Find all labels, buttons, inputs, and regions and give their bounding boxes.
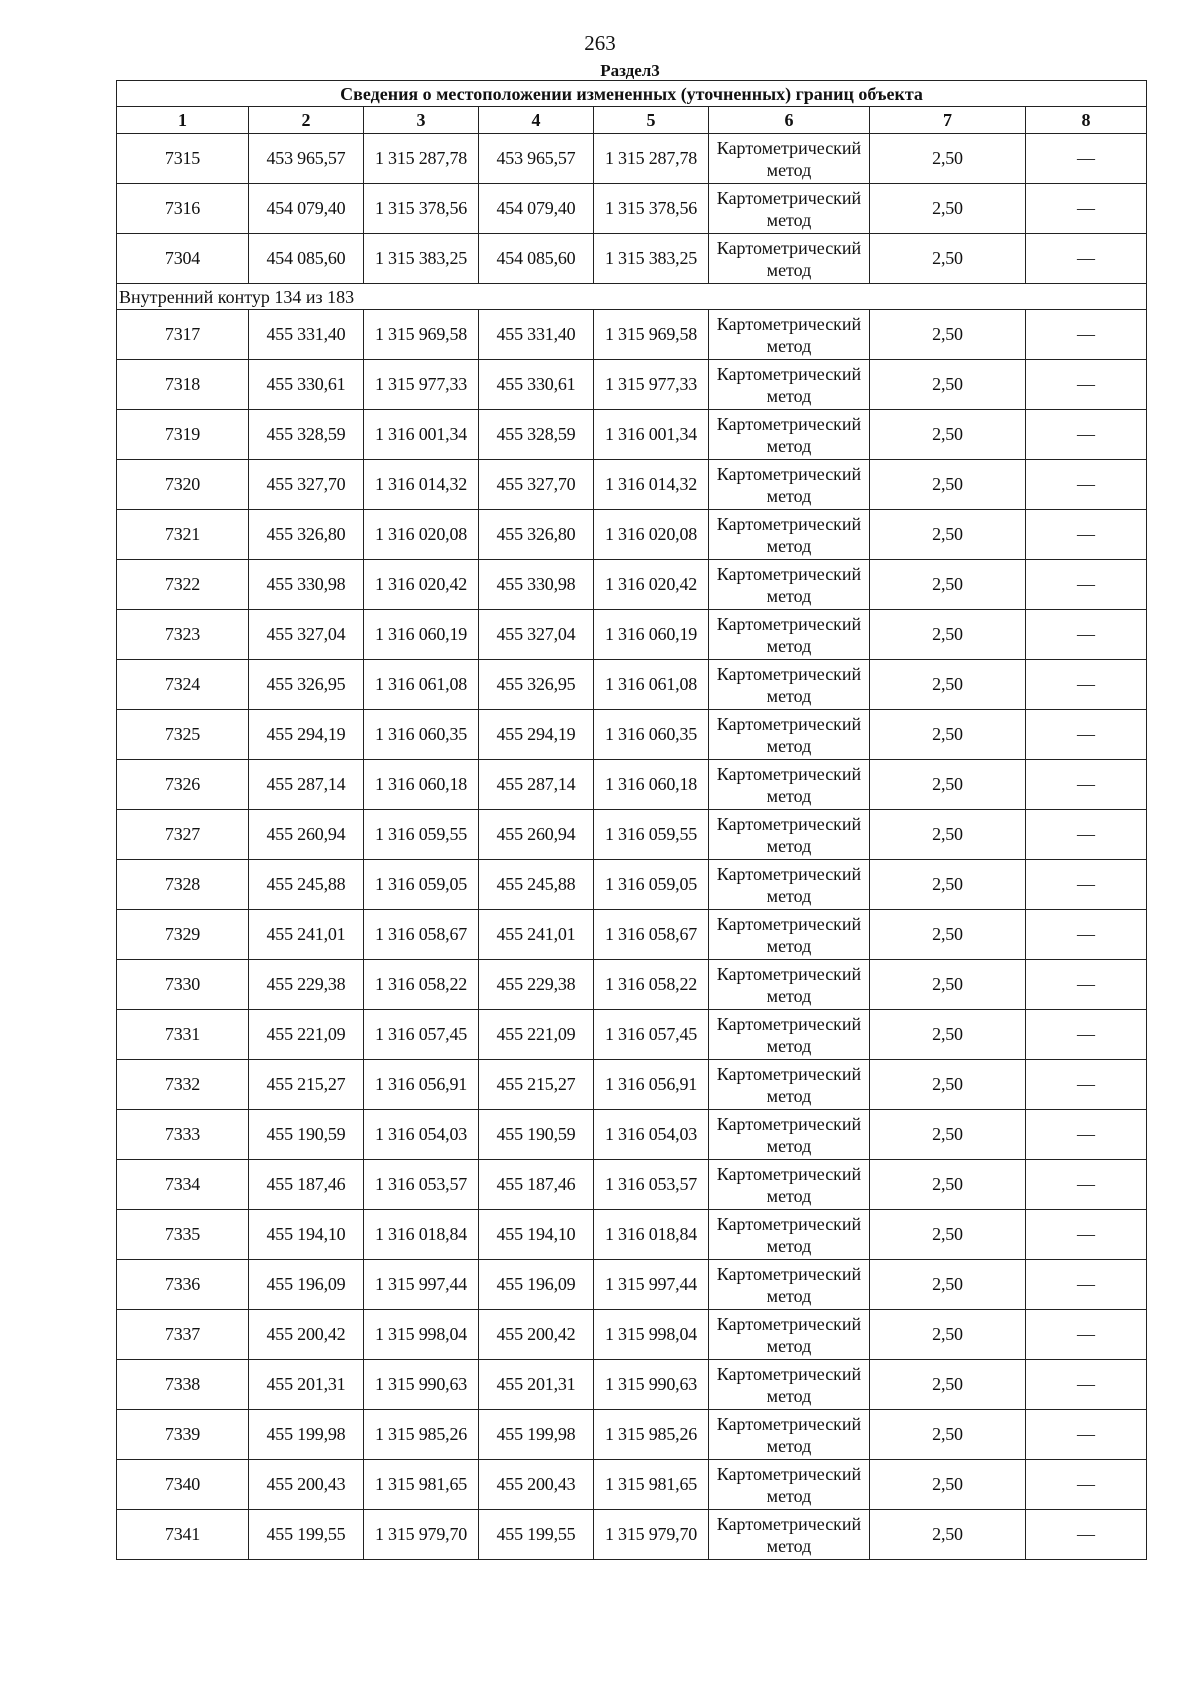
accuracy-cell: 2,50 xyxy=(870,234,1026,284)
page-number: 263 xyxy=(584,31,616,55)
x-coordinate-cell: 453 965,57 xyxy=(249,134,364,184)
column-number: 4 xyxy=(479,107,594,134)
description-cell: — xyxy=(1026,710,1147,760)
method-cell: Картометрический метод xyxy=(709,860,870,910)
y-coordinate-cell: 1 316 001,34 xyxy=(364,410,479,460)
x-coordinate-cell: 455 187,46 xyxy=(479,1160,594,1210)
y-coordinate-cell: 1 316 020,42 xyxy=(364,560,479,610)
x-coordinate-cell: 455 294,19 xyxy=(479,710,594,760)
column-number: 7 xyxy=(870,107,1026,134)
table-row xyxy=(117,860,1147,910)
x-coordinate-cell: 455 327,70 xyxy=(479,460,594,510)
y-coordinate-cell: 1 316 061,08 xyxy=(594,660,709,710)
description-cell: — xyxy=(1026,410,1147,460)
x-coordinate-cell: 454 079,40 xyxy=(479,184,594,234)
x-coordinate-cell: 455 200,42 xyxy=(249,1310,364,1360)
x-coordinate-cell: 453 965,57 xyxy=(479,134,594,184)
point-number-cell: 7317 xyxy=(117,310,249,360)
x-coordinate-cell: 455 190,59 xyxy=(249,1110,364,1160)
accuracy-cell: 2,50 xyxy=(870,134,1026,184)
description-cell: — xyxy=(1026,1060,1147,1110)
y-coordinate-cell: 1 316 060,35 xyxy=(594,710,709,760)
x-coordinate-cell: 455 201,31 xyxy=(479,1360,594,1410)
table-row xyxy=(117,360,1147,410)
table-row xyxy=(117,1360,1147,1410)
accuracy-cell: 2,50 xyxy=(870,860,1026,910)
y-coordinate-cell: 1 316 053,57 xyxy=(364,1160,479,1210)
description-cell: — xyxy=(1026,1410,1147,1460)
x-coordinate-cell: 455 194,10 xyxy=(479,1210,594,1260)
description-cell: — xyxy=(1026,660,1147,710)
table-row xyxy=(117,234,1147,284)
x-coordinate-cell: 455 196,09 xyxy=(479,1260,594,1310)
table-row xyxy=(117,760,1147,810)
y-coordinate-cell: 1 315 990,63 xyxy=(364,1360,479,1410)
accuracy-cell: 2,50 xyxy=(870,560,1026,610)
method-cell: Картометрический метод xyxy=(709,1360,870,1410)
description-cell: — xyxy=(1026,860,1147,910)
x-coordinate-cell: 455 221,09 xyxy=(249,1010,364,1060)
point-number-cell: 7332 xyxy=(117,1060,249,1110)
point-number-cell: 7327 xyxy=(117,810,249,860)
description-cell: — xyxy=(1026,1460,1147,1510)
description-cell: — xyxy=(1026,960,1147,1010)
y-coordinate-cell: 1 316 018,84 xyxy=(594,1210,709,1260)
method-cell: Картометрический метод xyxy=(709,760,870,810)
y-coordinate-cell: 1 315 997,44 xyxy=(364,1260,479,1310)
description-cell: — xyxy=(1026,360,1147,410)
x-coordinate-cell: 455 194,10 xyxy=(249,1210,364,1260)
x-coordinate-cell: 455 330,61 xyxy=(479,360,594,410)
y-coordinate-cell: 1 315 287,78 xyxy=(594,134,709,184)
y-coordinate-cell: 1 315 378,56 xyxy=(364,184,479,234)
x-coordinate-cell: 455 245,88 xyxy=(479,860,594,910)
point-number-cell: 7336 xyxy=(117,1260,249,1310)
point-number-cell: 7328 xyxy=(117,860,249,910)
point-number-cell: 7335 xyxy=(117,1210,249,1260)
point-number-cell: 7331 xyxy=(117,1010,249,1060)
y-coordinate-cell: 1 316 057,45 xyxy=(364,1010,479,1060)
point-number-cell: 7340 xyxy=(117,1460,249,1510)
column-number: 8 xyxy=(1026,107,1147,134)
table-row xyxy=(117,1460,1147,1510)
y-coordinate-cell: 1 315 969,58 xyxy=(364,310,479,360)
point-number-cell: 7338 xyxy=(117,1360,249,1410)
description-cell: — xyxy=(1026,184,1147,234)
accuracy-cell: 2,50 xyxy=(870,184,1026,234)
accuracy-cell: 2,50 xyxy=(870,760,1026,810)
accuracy-cell: 2,50 xyxy=(870,910,1026,960)
table-body xyxy=(117,81,1147,1560)
description-cell: — xyxy=(1026,460,1147,510)
column-number: 1 xyxy=(117,107,249,134)
point-number-cell: 7339 xyxy=(117,1410,249,1460)
table-row xyxy=(117,1410,1147,1460)
x-coordinate-cell: 455 260,94 xyxy=(479,810,594,860)
point-number-cell: 7326 xyxy=(117,760,249,810)
table-row xyxy=(117,810,1147,860)
y-coordinate-cell: 1 315 985,26 xyxy=(594,1410,709,1460)
accuracy-cell: 2,50 xyxy=(870,1310,1026,1360)
x-coordinate-cell: 455 215,27 xyxy=(479,1060,594,1110)
description-cell: — xyxy=(1026,134,1147,184)
x-coordinate-cell: 455 199,98 xyxy=(479,1410,594,1460)
description-cell: — xyxy=(1026,810,1147,860)
method-cell: Картометрический метод xyxy=(709,710,870,760)
method-cell: Картометрический метод xyxy=(709,460,870,510)
point-number-cell: 7337 xyxy=(117,1310,249,1360)
table-row xyxy=(117,1160,1147,1210)
y-coordinate-cell: 1 315 287,78 xyxy=(364,134,479,184)
x-coordinate-cell: 455 215,27 xyxy=(249,1060,364,1110)
point-number-cell: 7316 xyxy=(117,184,249,234)
accuracy-cell: 2,50 xyxy=(870,360,1026,410)
y-coordinate-cell: 1 316 014,32 xyxy=(364,460,479,510)
x-coordinate-cell: 455 200,42 xyxy=(479,1310,594,1360)
y-coordinate-cell: 1 315 985,26 xyxy=(364,1410,479,1460)
x-coordinate-cell: 455 241,01 xyxy=(479,910,594,960)
accuracy-cell: 2,50 xyxy=(870,1460,1026,1510)
accuracy-cell: 2,50 xyxy=(870,1260,1026,1310)
contour-row xyxy=(117,284,1147,310)
x-coordinate-cell: 455 221,09 xyxy=(479,1010,594,1060)
x-coordinate-cell: 454 085,60 xyxy=(249,234,364,284)
x-coordinate-cell: 455 330,61 xyxy=(249,360,364,410)
section-title: Раздел3 xyxy=(600,61,660,80)
description-cell: — xyxy=(1026,1360,1147,1410)
accuracy-cell: 2,50 xyxy=(870,1060,1026,1110)
accuracy-cell: 2,50 xyxy=(870,510,1026,560)
x-coordinate-cell: 455 327,04 xyxy=(249,610,364,660)
x-coordinate-cell: 455 260,94 xyxy=(249,810,364,860)
x-coordinate-cell: 455 245,88 xyxy=(249,860,364,910)
table-row xyxy=(117,910,1147,960)
y-coordinate-cell: 1 315 979,70 xyxy=(594,1510,709,1560)
method-cell: Картометрический метод xyxy=(709,510,870,560)
y-coordinate-cell: 1 315 979,70 xyxy=(364,1510,479,1560)
table-row xyxy=(117,1210,1147,1260)
method-cell: Картометрический метод xyxy=(709,1410,870,1460)
table-caption-row xyxy=(117,81,1147,107)
x-coordinate-cell: 455 229,38 xyxy=(249,960,364,1010)
accuracy-cell: 2,50 xyxy=(870,710,1026,760)
method-cell: Картометрический метод xyxy=(709,410,870,460)
x-coordinate-cell: 455 187,46 xyxy=(249,1160,364,1210)
accuracy-cell: 2,50 xyxy=(870,1210,1026,1260)
y-coordinate-cell: 1 316 020,08 xyxy=(364,510,479,560)
method-cell: Картометрический метод xyxy=(709,560,870,610)
accuracy-cell: 2,50 xyxy=(870,1160,1026,1210)
accuracy-cell: 2,50 xyxy=(870,960,1026,1010)
point-number-cell: 7325 xyxy=(117,710,249,760)
x-coordinate-cell: 455 326,80 xyxy=(249,510,364,560)
point-number-cell: 7329 xyxy=(117,910,249,960)
accuracy-cell: 2,50 xyxy=(870,1110,1026,1160)
x-coordinate-cell: 455 327,70 xyxy=(249,460,364,510)
point-number-cell: 7304 xyxy=(117,234,249,284)
method-cell: Картометрический метод xyxy=(709,1060,870,1110)
y-coordinate-cell: 1 315 998,04 xyxy=(364,1310,479,1360)
accuracy-cell: 2,50 xyxy=(870,310,1026,360)
table-row xyxy=(117,410,1147,460)
x-coordinate-cell: 455 199,55 xyxy=(479,1510,594,1560)
column-number: 5 xyxy=(594,107,709,134)
y-coordinate-cell: 1 315 998,04 xyxy=(594,1310,709,1360)
method-cell: Картометрический метод xyxy=(709,610,870,660)
y-coordinate-cell: 1 316 058,67 xyxy=(364,910,479,960)
x-coordinate-cell: 455 326,95 xyxy=(479,660,594,710)
y-coordinate-cell: 1 316 061,08 xyxy=(364,660,479,710)
x-coordinate-cell: 454 085,60 xyxy=(479,234,594,284)
y-coordinate-cell: 1 315 383,25 xyxy=(594,234,709,284)
point-number-cell: 7324 xyxy=(117,660,249,710)
table-row xyxy=(117,134,1147,184)
y-coordinate-cell: 1 315 997,44 xyxy=(594,1260,709,1310)
accuracy-cell: 2,50 xyxy=(870,1360,1026,1410)
description-cell: — xyxy=(1026,560,1147,610)
method-cell: Картометрический метод xyxy=(709,1160,870,1210)
description-cell: — xyxy=(1026,1160,1147,1210)
description-cell: — xyxy=(1026,760,1147,810)
x-coordinate-cell: 455 330,98 xyxy=(249,560,364,610)
y-coordinate-cell: 1 316 001,34 xyxy=(594,410,709,460)
x-coordinate-cell: 455 326,80 xyxy=(479,510,594,560)
accuracy-cell: 2,50 xyxy=(870,460,1026,510)
point-number-cell: 7320 xyxy=(117,460,249,510)
point-number-cell: 7334 xyxy=(117,1160,249,1210)
y-coordinate-cell: 1 316 056,91 xyxy=(364,1060,479,1110)
y-coordinate-cell: 1 316 018,84 xyxy=(364,1210,479,1260)
y-coordinate-cell: 1 316 053,57 xyxy=(594,1160,709,1210)
description-cell: — xyxy=(1026,910,1147,960)
description-cell: — xyxy=(1026,1010,1147,1060)
x-coordinate-cell: 455 326,95 xyxy=(249,660,364,710)
method-cell: Картометрический метод xyxy=(709,1260,870,1310)
table-row xyxy=(117,1310,1147,1360)
y-coordinate-cell: 1 315 990,63 xyxy=(594,1360,709,1410)
y-coordinate-cell: 1 316 058,22 xyxy=(594,960,709,1010)
point-number-cell: 7341 xyxy=(117,1510,249,1560)
method-cell: Картометрический метод xyxy=(709,1460,870,1510)
accuracy-cell: 2,50 xyxy=(870,610,1026,660)
method-cell: Картометрический метод xyxy=(709,1110,870,1160)
y-coordinate-cell: 1 315 378,56 xyxy=(594,184,709,234)
y-coordinate-cell: 1 316 020,08 xyxy=(594,510,709,560)
table-row xyxy=(117,960,1147,1010)
method-cell: Картометрический метод xyxy=(709,910,870,960)
y-coordinate-cell: 1 316 058,67 xyxy=(594,910,709,960)
method-cell: Картометрический метод xyxy=(709,660,870,710)
y-coordinate-cell: 1 316 059,55 xyxy=(594,810,709,860)
y-coordinate-cell: 1 316 059,05 xyxy=(364,860,479,910)
method-cell: Картометрический метод xyxy=(709,360,870,410)
table-row xyxy=(117,560,1147,610)
x-coordinate-cell: 455 201,31 xyxy=(249,1360,364,1410)
method-cell: Картометрический метод xyxy=(709,1210,870,1260)
x-coordinate-cell: 455 328,59 xyxy=(249,410,364,460)
x-coordinate-cell: 455 196,09 xyxy=(249,1260,364,1310)
point-number-cell: 7323 xyxy=(117,610,249,660)
point-number-cell: 7315 xyxy=(117,134,249,184)
description-cell: — xyxy=(1026,1310,1147,1360)
column-number-row xyxy=(117,107,1147,134)
y-coordinate-cell: 1 315 383,25 xyxy=(364,234,479,284)
x-coordinate-cell: 455 331,40 xyxy=(249,310,364,360)
x-coordinate-cell: 455 330,98 xyxy=(479,560,594,610)
table-row xyxy=(117,310,1147,360)
y-coordinate-cell: 1 316 060,19 xyxy=(364,610,479,660)
y-coordinate-cell: 1 316 059,05 xyxy=(594,860,709,910)
method-cell: Картометрический метод xyxy=(709,134,870,184)
y-coordinate-cell: 1 316 056,91 xyxy=(594,1060,709,1110)
x-coordinate-cell: 455 241,01 xyxy=(249,910,364,960)
column-number: 3 xyxy=(364,107,479,134)
y-coordinate-cell: 1 316 054,03 xyxy=(594,1110,709,1160)
description-cell: — xyxy=(1026,234,1147,284)
y-coordinate-cell: 1 316 020,42 xyxy=(594,560,709,610)
method-cell: Картометрический метод xyxy=(709,310,870,360)
point-number-cell: 7330 xyxy=(117,960,249,1010)
table-caption: Сведения о местоположении измененных (уточненных) границ объекта xyxy=(117,81,1147,107)
description-cell: — xyxy=(1026,310,1147,360)
x-coordinate-cell: 455 294,19 xyxy=(249,710,364,760)
y-coordinate-cell: 1 316 060,18 xyxy=(364,760,479,810)
table-row xyxy=(117,460,1147,510)
x-coordinate-cell: 454 079,40 xyxy=(249,184,364,234)
description-cell: — xyxy=(1026,1210,1147,1260)
x-coordinate-cell: 455 229,38 xyxy=(479,960,594,1010)
accuracy-cell: 2,50 xyxy=(870,810,1026,860)
x-coordinate-cell: 455 199,55 xyxy=(249,1510,364,1560)
point-number-cell: 7333 xyxy=(117,1110,249,1160)
column-number: 2 xyxy=(249,107,364,134)
table-row xyxy=(117,1060,1147,1110)
y-coordinate-cell: 1 316 057,45 xyxy=(594,1010,709,1060)
table-row xyxy=(117,1110,1147,1160)
column-number: 6 xyxy=(709,107,870,134)
accuracy-cell: 2,50 xyxy=(870,1410,1026,1460)
table-row xyxy=(117,710,1147,760)
y-coordinate-cell: 1 316 054,03 xyxy=(364,1110,479,1160)
method-cell: Картометрический метод xyxy=(709,1310,870,1360)
accuracy-cell: 2,50 xyxy=(870,410,1026,460)
y-coordinate-cell: 1 316 014,32 xyxy=(594,460,709,510)
boundary-table xyxy=(116,80,1147,1560)
method-cell: Картометрический метод xyxy=(709,810,870,860)
y-coordinate-cell: 1 316 060,19 xyxy=(594,610,709,660)
x-coordinate-cell: 455 331,40 xyxy=(479,310,594,360)
x-coordinate-cell: 455 287,14 xyxy=(249,760,364,810)
description-cell: — xyxy=(1026,510,1147,560)
y-coordinate-cell: 1 315 969,58 xyxy=(594,310,709,360)
table-row xyxy=(117,660,1147,710)
accuracy-cell: 2,50 xyxy=(870,660,1026,710)
y-coordinate-cell: 1 315 981,65 xyxy=(364,1460,479,1510)
point-number-cell: 7322 xyxy=(117,560,249,610)
accuracy-cell: 2,50 xyxy=(870,1510,1026,1560)
x-coordinate-cell: 455 199,98 xyxy=(249,1410,364,1460)
method-cell: Картометрический метод xyxy=(709,1010,870,1060)
x-coordinate-cell: 455 200,43 xyxy=(249,1460,364,1510)
x-coordinate-cell: 455 328,59 xyxy=(479,410,594,460)
y-coordinate-cell: 1 315 977,33 xyxy=(594,360,709,410)
y-coordinate-cell: 1 316 060,35 xyxy=(364,710,479,760)
table-row xyxy=(117,184,1147,234)
description-cell: — xyxy=(1026,1510,1147,1560)
y-coordinate-cell: 1 316 058,22 xyxy=(364,960,479,1010)
x-coordinate-cell: 455 200,43 xyxy=(479,1460,594,1510)
point-number-cell: 7318 xyxy=(117,360,249,410)
point-number-cell: 7319 xyxy=(117,410,249,460)
y-coordinate-cell: 1 315 981,65 xyxy=(594,1460,709,1510)
y-coordinate-cell: 1 316 060,18 xyxy=(594,760,709,810)
table-row xyxy=(117,610,1147,660)
description-cell: — xyxy=(1026,1110,1147,1160)
accuracy-cell: 2,50 xyxy=(870,1010,1026,1060)
description-cell: — xyxy=(1026,610,1147,660)
method-cell: Картометрический метод xyxy=(709,960,870,1010)
y-coordinate-cell: 1 316 059,55 xyxy=(364,810,479,860)
contour-label: Внутренний контур 134 из 183 xyxy=(117,284,1147,310)
table-row xyxy=(117,510,1147,560)
table-row xyxy=(117,1010,1147,1060)
method-cell: Картометрический метод xyxy=(709,234,870,284)
x-coordinate-cell: 455 287,14 xyxy=(479,760,594,810)
point-number-cell: 7321 xyxy=(117,510,249,560)
x-coordinate-cell: 455 327,04 xyxy=(479,610,594,660)
y-coordinate-cell: 1 315 977,33 xyxy=(364,360,479,410)
table-row xyxy=(117,1260,1147,1310)
method-cell: Картометрический метод xyxy=(709,1510,870,1560)
method-cell: Картометрический метод xyxy=(709,184,870,234)
description-cell: — xyxy=(1026,1260,1147,1310)
x-coordinate-cell: 455 190,59 xyxy=(479,1110,594,1160)
table-row xyxy=(117,1510,1147,1560)
